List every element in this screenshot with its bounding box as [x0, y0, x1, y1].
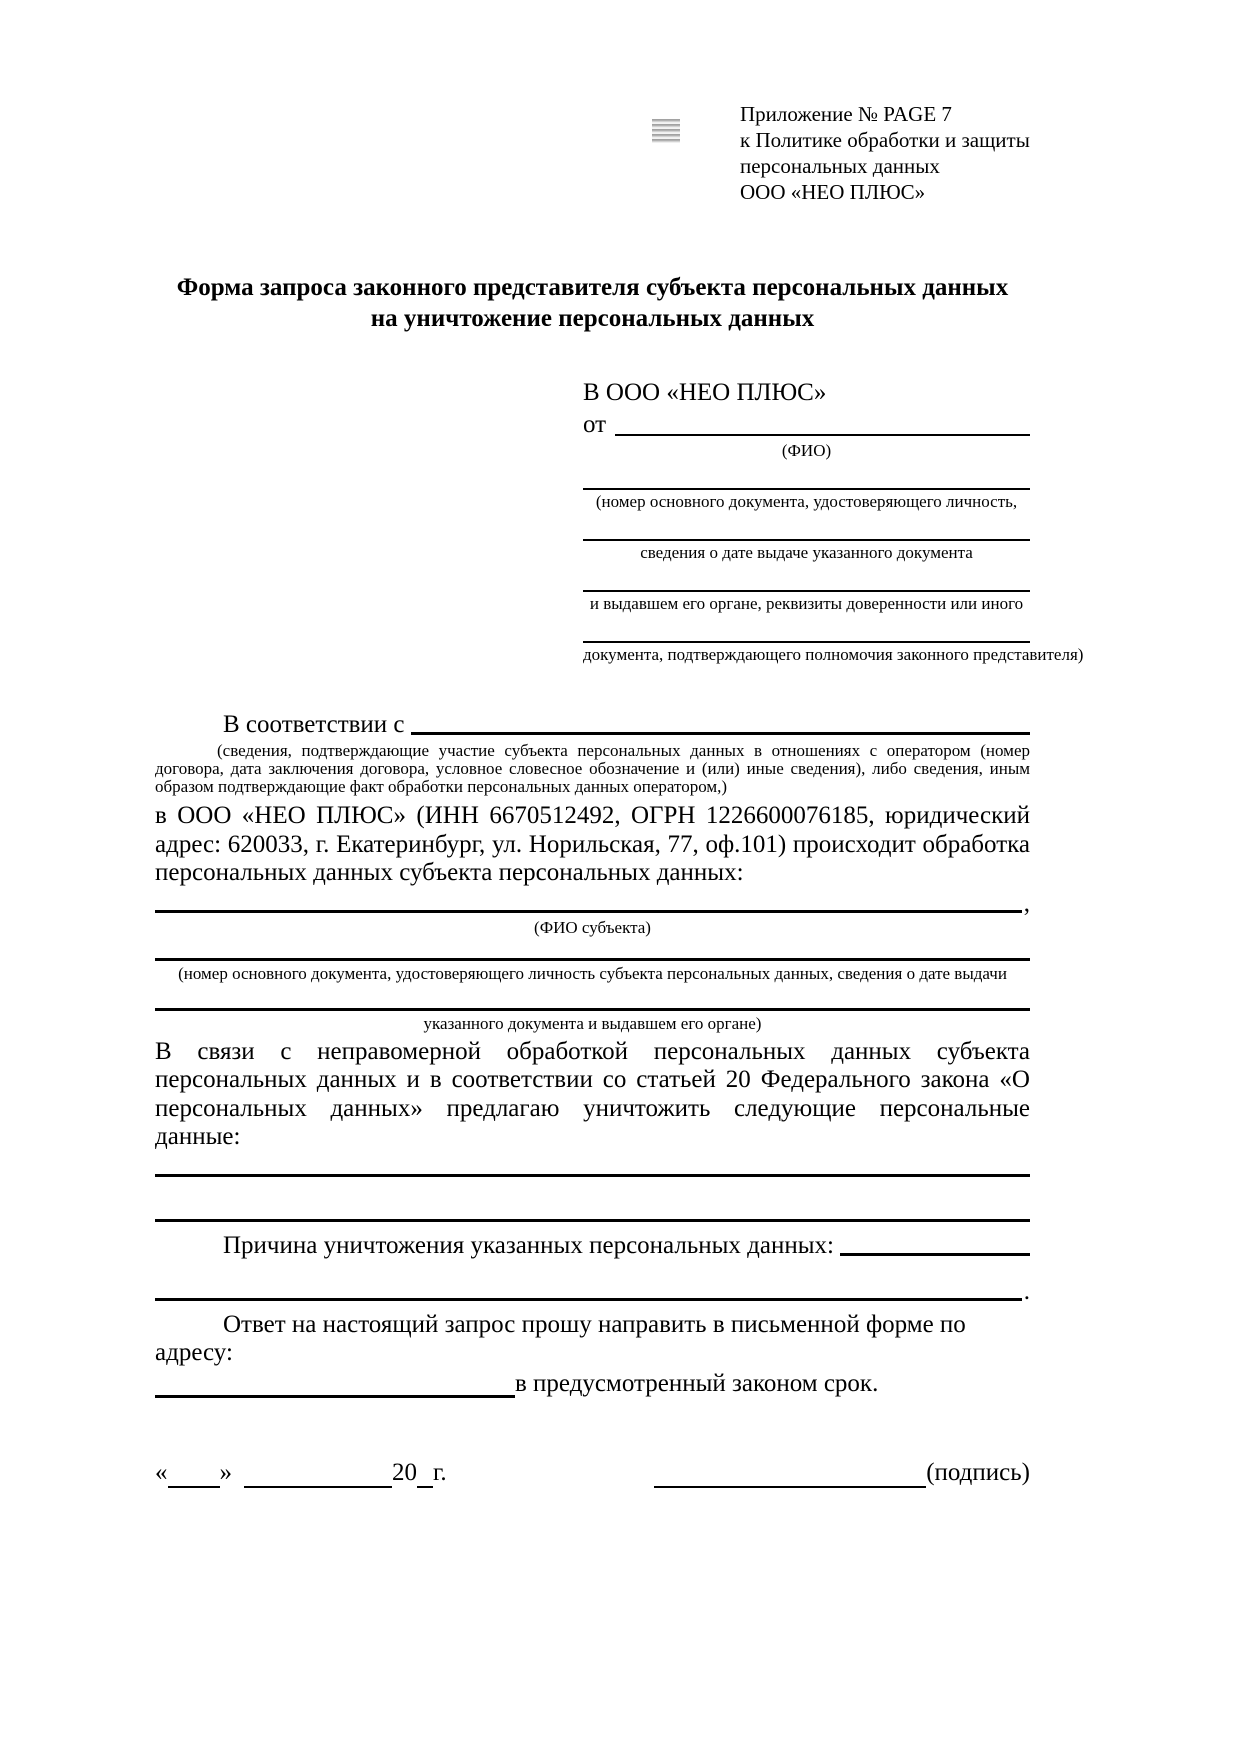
subject-document-issuer-caption: указанного документа и выдавшем его органе) — [423, 1013, 762, 1033]
addressee-company: В ООО «НЕО ПЛЮС» — [583, 379, 827, 406]
company-name: ООО «НЕО ПЛЮС» — [740, 180, 926, 204]
destroy-request-paragraph: В связи с неправомерной обработкой персональных данных субъекта персональных данных и в соответствии со статьей 20 Федерального закона «О персональных данных» предлагаю уничтожить следующие персональные данные: — [155, 1037, 1030, 1150]
from-label: от — [583, 411, 607, 438]
form-title-line1: Форма запроса законного представителя субъекта персональных данных — [176, 274, 1009, 301]
document-number-caption: (номер основного документа, удостоверяющего личность, — [595, 492, 1018, 511]
data-to-destroy-blank-line-2 — [155, 1219, 1030, 1222]
date-signature-row — [155, 1458, 1030, 1488]
representative-authority-caption: документа, подтверждающего полномочия законного представителя) — [583, 645, 1084, 664]
reason-blank-line — [840, 1253, 1030, 1256]
reason-field — [223, 1232, 1030, 1260]
reason-continuation-blank-line — [155, 1298, 1022, 1301]
date-field — [155, 1458, 447, 1488]
month-blank-line — [244, 1464, 392, 1488]
representative-authority-blank-line — [583, 641, 1030, 643]
answer-intro: Ответ на настоящий запрос прошу направить в письменной форме по адресу: — [155, 1310, 966, 1366]
reason-continuation-field — [155, 1278, 1030, 1306]
form-title-line2: на уничтожение персональных данных — [370, 305, 815, 332]
subject-fio-comma: , — [1023, 889, 1030, 917]
answer-address-blank-line — [155, 1374, 515, 1398]
form-title — [155, 272, 1030, 334]
data-to-destroy-blank-line-1 — [155, 1174, 1030, 1177]
document-body — [155, 0, 1084, 1488]
reason-label: Причина уничтожения указанных персональных данных: — [223, 1231, 834, 1259]
answer-address-field — [155, 1370, 1030, 1398]
from-field — [583, 411, 1030, 439]
date-quote-close: » — [219, 1458, 232, 1486]
policy-reference-line2: персональных данных — [740, 154, 940, 178]
issuing-authority-blank-line — [583, 590, 1030, 592]
issuing-authority-caption: и выдавшем его органе, реквизиты доверенности или иного — [589, 594, 1024, 613]
signature-caption: (подпись) — [926, 1458, 1030, 1486]
appendix-number-line: Приложение № PAGE 7 — [740, 102, 952, 126]
signature-blank-line — [654, 1464, 926, 1488]
subject-document-blank-line — [155, 958, 1030, 961]
document-number-blank-line — [583, 488, 1030, 490]
issue-date-blank-line — [583, 539, 1030, 541]
accordance-fine-print: (сведения, подтверждающие участие субъекта персональных данных в отношениях с оператором (номер договора, дата заключения договора, условное словесное обозначение и (или) иные сведения), либо сведения, иным образом подтверждающие факт обработки персональных данных оператором,) — [155, 741, 1030, 796]
operator-paragraph: в ООО «НЕО ПЛЮС» (ИНН 6670512492, ОГРН 1226600076185, юридический адрес: 620033, г. Екатеринбург, ул. Норильская, 77, оф.101) происходит обработка персональных данных субъекта персональных данных: — [155, 802, 1030, 886]
subject-document-issuer-blank-line — [155, 1008, 1030, 1011]
issue-date-caption: сведения о дате выдаче указанного документа — [640, 543, 973, 562]
date-quote-open: « — [155, 1458, 168, 1486]
reason-period: . — [1023, 1277, 1030, 1305]
year-suffix: г. — [433, 1458, 447, 1486]
accordance-label: В соответствии с — [223, 711, 405, 738]
subject-fio-field — [155, 890, 1030, 918]
fio-caption: (ФИО) — [781, 441, 832, 460]
year-blank-line — [417, 1464, 433, 1488]
year-prefix: 20 — [392, 1458, 417, 1486]
signature-field — [654, 1458, 1030, 1488]
addressee-block — [583, 378, 1084, 665]
answer-tail: в предусмотренный законом срок. — [515, 1369, 879, 1397]
subject-fio-blank-line — [155, 910, 1022, 913]
subject-fio-caption: (ФИО субъекта) — [534, 917, 651, 937]
accordance-field — [223, 711, 1030, 739]
policy-reference-line1: к Политике обработки и защиты — [740, 128, 1030, 152]
subject-document-caption: (номер основного документа, удостоверяющего личность субъекта персональных данных, сведения о дате выдачи — [178, 963, 1007, 983]
accordance-blank-line — [411, 732, 1030, 735]
day-blank-line — [168, 1464, 220, 1488]
from-blank-line — [615, 411, 1030, 436]
